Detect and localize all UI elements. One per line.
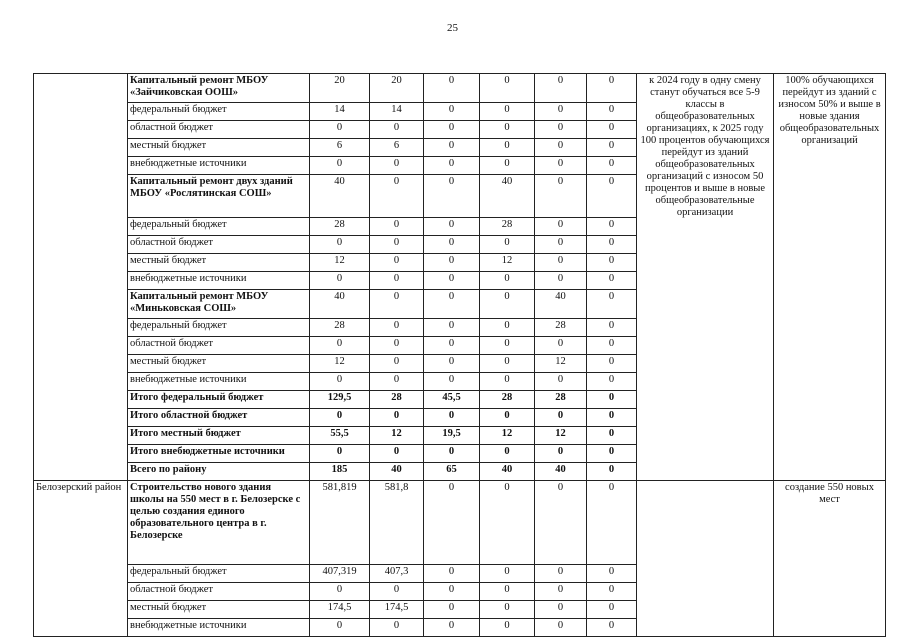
- value-cell: 0: [370, 254, 424, 272]
- row-label: областной бюджет: [128, 583, 310, 601]
- value-cell: 0: [310, 157, 370, 175]
- value-cell: 0: [424, 290, 480, 319]
- value-cell: 0: [587, 254, 637, 272]
- value-cell: 0: [535, 236, 587, 254]
- value-cell: 0: [535, 218, 587, 236]
- value-cell: 0: [535, 139, 587, 157]
- value-cell: 0: [587, 74, 637, 103]
- value-cell: 0: [535, 481, 587, 565]
- value-cell: 0: [424, 337, 480, 355]
- value-cell: 0: [480, 121, 535, 139]
- value-cell: 0: [310, 272, 370, 290]
- row-label: местный бюджет: [128, 355, 310, 373]
- value-cell: 0: [587, 319, 637, 337]
- value-cell: 14: [310, 103, 370, 121]
- value-cell: 0: [424, 481, 480, 565]
- value-cell: 0: [424, 601, 480, 619]
- value-cell: 0: [480, 272, 535, 290]
- value-cell: 0: [480, 236, 535, 254]
- row-label: федеральный бюджет: [128, 218, 310, 236]
- value-cell: 0: [310, 337, 370, 355]
- value-cell: 0: [424, 157, 480, 175]
- value-cell: 40: [310, 290, 370, 319]
- value-cell: 407,319: [310, 565, 370, 583]
- value-cell: 0: [535, 601, 587, 619]
- value-cell: 0: [480, 337, 535, 355]
- value-cell: 0: [535, 445, 587, 463]
- row-label: Итого внебюджетные источники: [128, 445, 310, 463]
- row-label: областной бюджет: [128, 121, 310, 139]
- value-cell: 28: [310, 319, 370, 337]
- value-cell: 0: [535, 157, 587, 175]
- value-cell: 0: [480, 583, 535, 601]
- value-cell: 0: [370, 157, 424, 175]
- value-cell: 0: [370, 272, 424, 290]
- value-cell: 0: [424, 254, 480, 272]
- row-label: внебюджетные источники: [128, 272, 310, 290]
- value-cell: 0: [480, 157, 535, 175]
- value-cell: 0: [310, 121, 370, 139]
- value-cell: 0: [587, 272, 637, 290]
- indicator-cell: создание 550 новых мест: [774, 481, 886, 637]
- value-cell: 0: [424, 409, 480, 427]
- row-label: областной бюджет: [128, 337, 310, 355]
- value-cell: 581,8: [370, 481, 424, 565]
- row-label: Капитальный ремонт двух зданий МБОУ «Рослятинская СОШ»: [128, 175, 310, 218]
- value-cell: 0: [310, 409, 370, 427]
- value-cell: 174,5: [310, 601, 370, 619]
- value-cell: 0: [587, 427, 637, 445]
- financing-table: [33, 73, 886, 637]
- table-row: [34, 481, 886, 565]
- value-cell: 6: [370, 139, 424, 157]
- district-cell: Белозерский район: [34, 481, 128, 637]
- value-cell: 0: [535, 121, 587, 139]
- row-label: Капитальный ремонт МБОУ «Зайчиковская ООШ»: [128, 74, 310, 103]
- value-cell: 581,819: [310, 481, 370, 565]
- row-label: местный бюджет: [128, 139, 310, 157]
- value-cell: 65: [424, 463, 480, 481]
- value-cell: 0: [424, 218, 480, 236]
- row-label: федеральный бюджет: [128, 103, 310, 121]
- value-cell: 0: [480, 373, 535, 391]
- value-cell: 40: [370, 463, 424, 481]
- value-cell: 40: [480, 175, 535, 218]
- value-cell: 0: [310, 373, 370, 391]
- row-label: внебюджетные источники: [128, 373, 310, 391]
- value-cell: 0: [424, 319, 480, 337]
- value-cell: 0: [535, 103, 587, 121]
- value-cell: 28: [480, 218, 535, 236]
- row-label: местный бюджет: [128, 601, 310, 619]
- value-cell: 0: [587, 175, 637, 218]
- value-cell: 0: [424, 74, 480, 103]
- row-label: внебюджетные источники: [128, 157, 310, 175]
- value-cell: 0: [480, 355, 535, 373]
- value-cell: 55,5: [310, 427, 370, 445]
- value-cell: 28: [310, 218, 370, 236]
- value-cell: 0: [587, 337, 637, 355]
- value-cell: 12: [310, 254, 370, 272]
- value-cell: 0: [370, 175, 424, 218]
- value-cell: 129,5: [310, 391, 370, 409]
- value-cell: 40: [310, 175, 370, 218]
- value-cell: 0: [370, 290, 424, 319]
- value-cell: 12: [480, 427, 535, 445]
- expected-result-cell: к 2024 году в одну смену станут обучаться все 5-9 классы в общеобразовательных организациях, к 2025 году 100 процентов обучающихся перейдут из зданий общеобразовательных организаций с износом 50 процентов и выше в новые общеобразовательные организации: [637, 74, 774, 481]
- value-cell: 0: [370, 236, 424, 254]
- row-label: Итого местный бюджет: [128, 427, 310, 445]
- row-label: Всего по району: [128, 463, 310, 481]
- row-label: Капитальный ремонт МБОУ «Миньковская СОШ»: [128, 290, 310, 319]
- page-number: 25: [447, 22, 458, 34]
- value-cell: 0: [424, 272, 480, 290]
- value-cell: 12: [480, 254, 535, 272]
- value-cell: 0: [424, 121, 480, 139]
- value-cell: 0: [370, 445, 424, 463]
- value-cell: 0: [587, 290, 637, 319]
- expected-result-cell: [637, 481, 774, 637]
- value-cell: 12: [310, 355, 370, 373]
- value-cell: 19,5: [424, 427, 480, 445]
- value-cell: 0: [480, 409, 535, 427]
- value-cell: 0: [587, 157, 637, 175]
- value-cell: 0: [370, 337, 424, 355]
- value-cell: 45,5: [424, 391, 480, 409]
- value-cell: 0: [587, 619, 637, 637]
- value-cell: 0: [535, 565, 587, 583]
- value-cell: 0: [587, 391, 637, 409]
- value-cell: 0: [370, 373, 424, 391]
- value-cell: 0: [535, 74, 587, 103]
- value-cell: 0: [535, 583, 587, 601]
- value-cell: 0: [587, 583, 637, 601]
- value-cell: 0: [480, 601, 535, 619]
- value-cell: 12: [535, 427, 587, 445]
- row-label: областной бюджет: [128, 236, 310, 254]
- table-row: [34, 74, 886, 103]
- row-label: федеральный бюджет: [128, 319, 310, 337]
- value-cell: 0: [480, 319, 535, 337]
- value-cell: 0: [587, 355, 637, 373]
- district-cell: [34, 74, 128, 481]
- value-cell: 0: [370, 121, 424, 139]
- row-label: Итого федеральный бюджет: [128, 391, 310, 409]
- value-cell: 0: [587, 601, 637, 619]
- value-cell: 0: [424, 619, 480, 637]
- value-cell: 185: [310, 463, 370, 481]
- value-cell: 0: [535, 619, 587, 637]
- value-cell: 40: [535, 290, 587, 319]
- value-cell: 40: [480, 463, 535, 481]
- value-cell: 0: [310, 583, 370, 601]
- value-cell: 0: [480, 445, 535, 463]
- value-cell: 28: [480, 391, 535, 409]
- value-cell: 0: [310, 619, 370, 637]
- value-cell: 0: [424, 139, 480, 157]
- value-cell: 14: [370, 103, 424, 121]
- value-cell: 0: [370, 619, 424, 637]
- value-cell: 12: [370, 427, 424, 445]
- value-cell: 40: [535, 463, 587, 481]
- row-label: федеральный бюджет: [128, 565, 310, 583]
- value-cell: 0: [370, 583, 424, 601]
- value-cell: 6: [310, 139, 370, 157]
- value-cell: 0: [587, 236, 637, 254]
- value-cell: 0: [535, 337, 587, 355]
- row-label: Итого областной бюджет: [128, 409, 310, 427]
- value-cell: 0: [535, 272, 587, 290]
- row-label: внебюджетные источники: [128, 619, 310, 637]
- value-cell: 0: [587, 445, 637, 463]
- value-cell: 0: [587, 218, 637, 236]
- value-cell: 0: [480, 481, 535, 565]
- value-cell: 28: [535, 391, 587, 409]
- value-cell: 0: [480, 139, 535, 157]
- value-cell: 0: [370, 218, 424, 236]
- row-label: местный бюджет: [128, 254, 310, 272]
- value-cell: 0: [480, 290, 535, 319]
- row-label: Строительство нового здания школы на 550 мест в г. Белозерске с целью создания единого образовательного центра в г. Белозерске: [128, 481, 310, 565]
- value-cell: 0: [424, 565, 480, 583]
- indicator-cell: 100% обучающихся перейдут из зданий с износом 50% и выше в новые здания общеобразовательных организаций: [774, 74, 886, 481]
- value-cell: 0: [480, 619, 535, 637]
- value-cell: 0: [587, 121, 637, 139]
- value-cell: 174,5: [370, 601, 424, 619]
- value-cell: 0: [587, 139, 637, 157]
- value-cell: 28: [370, 391, 424, 409]
- value-cell: 20: [370, 74, 424, 103]
- value-cell: 0: [310, 236, 370, 254]
- value-cell: 0: [310, 445, 370, 463]
- value-cell: 0: [587, 103, 637, 121]
- value-cell: 0: [587, 373, 637, 391]
- value-cell: 0: [480, 103, 535, 121]
- value-cell: 0: [424, 583, 480, 601]
- value-cell: 0: [480, 74, 535, 103]
- value-cell: 0: [587, 409, 637, 427]
- value-cell: 0: [424, 373, 480, 391]
- value-cell: 0: [424, 103, 480, 121]
- value-cell: 0: [424, 175, 480, 218]
- value-cell: 28: [535, 319, 587, 337]
- value-cell: 0: [535, 373, 587, 391]
- value-cell: 0: [370, 319, 424, 337]
- value-cell: 0: [424, 236, 480, 254]
- value-cell: 20: [310, 74, 370, 103]
- value-cell: 0: [587, 463, 637, 481]
- value-cell: 0: [424, 445, 480, 463]
- value-cell: 0: [587, 565, 637, 583]
- value-cell: 0: [424, 355, 480, 373]
- value-cell: 0: [535, 254, 587, 272]
- value-cell: 12: [535, 355, 587, 373]
- value-cell: 0: [535, 409, 587, 427]
- value-cell: 407,3: [370, 565, 424, 583]
- value-cell: 0: [535, 175, 587, 218]
- value-cell: 0: [480, 565, 535, 583]
- value-cell: 0: [587, 481, 637, 565]
- value-cell: 0: [370, 409, 424, 427]
- value-cell: 0: [370, 355, 424, 373]
